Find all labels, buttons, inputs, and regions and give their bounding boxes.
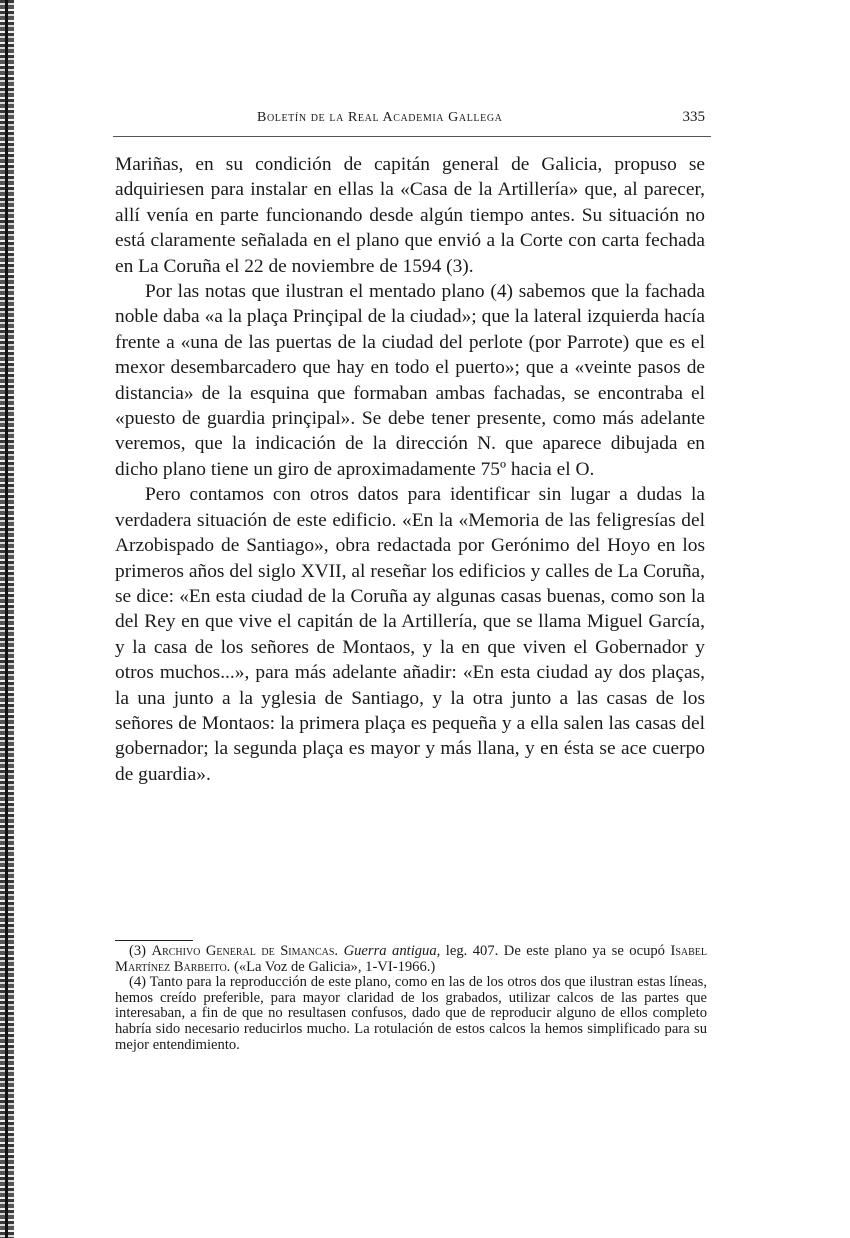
- footnote-text: leg. 407. De este plano ya se ocupó: [445, 943, 665, 959]
- footnote-rule: [115, 940, 193, 941]
- footnote-person: Isabel Martínez Barbeito.: [115, 943, 707, 975]
- page-number: 335: [682, 109, 705, 125]
- footnotes: [115, 944, 707, 1053]
- binding-edge: [0, 0, 14, 1238]
- paragraph-1: Mariñas, en su condición de capitán general de Galicia, propuso se adquiriesen para instalar en ellas la «Casa de la Artillería» que, al parecer, allí venía en parte funcionando desde algún tiempo antes. Su situación no está claramente señalada en el plano que envió a la Corte con carta fechada en La Coruña el 22 de noviembre de 1594 (3).: [115, 154, 705, 277]
- footnote-4: [115, 975, 707, 1053]
- paragraph-2: Por las notas que ilustran el mentado plano (4) sabemos que la fachada noble daba «a la plaça Prinçipal de la ciudad»; que la lateral izquierda hacía frente a «una de las puertas de la ciudad del perlote (por Parrote) que es el mexor desembarcadero que hay en todo el puerto»; que a «veinte pasos de distancia» de la esquina que formaban ambas fachadas, se encontraba el «puesto de guardia prinçipal». Se debe tener presente, como más adelante veremos, que la indicación de la dirección N. que aparece dibujada en dicho plano tiene un giro de aproximadamente 75º hacia el O.: [115, 281, 705, 480]
- footnote-3: [115, 944, 707, 975]
- footnote-work: Guerra antigua,: [343, 943, 441, 959]
- body-text: [115, 152, 705, 787]
- footnote-archive: Archivo General de Simancas.: [151, 943, 339, 959]
- footnote-source: («La Voz de Galicia», 1-VI-1966.): [233, 958, 436, 975]
- paragraph-3: Pero contamos con otros datos para identificar sin lugar a dudas la verdadera situación de este edificio. «En la «Memoria de las feligresías del Arzobispado de Santiago», obra redactada por Gerónimo del Hoyo en los primeros años del siglo XVII, al reseñar los edificios y calles de La Coruña, se dice: «En esta ciudad de la Coruña ay algunas casas buenas, como son la del Rey en que vive el capitán de la Artillería, que se llama Miguel García, y la casa de los señores de Montaos, y la en que viven el Gobernador y otros muchos...», para más adelante añadir: «En esta ciudad ay dos plaças, la una junto a la yglesia de Santiago, y la otra junto a las casas de los señores de Montaos: la primera plaça es pequeña y a ella salen las casas del gobernador; la segunda plaça es mayor y más llana, y en ésta se ace cuerpo de guardia».: [115, 484, 705, 785]
- page-header: [113, 108, 711, 137]
- footnote-marker: (3): [129, 943, 147, 959]
- footnote-marker: (4): [129, 974, 147, 991]
- footnote-text: Tanto para la reproducción de este plano, como en las de los otros dos que ilustran estas líneas, hemos creído preferible, para mayor claridad de los grabados, utilizar calcos de las partes que interesaban, a fin de que no resultasen confusos, dado que de reproducir alguno de ellos completo habría sido necesario reducirlos mucho. La rotulación de estos calcos la hemos simplificado para su mejor entendimiento.: [115, 974, 707, 1053]
- running-head: Boletín de la Real Academia Gallega: [257, 110, 503, 125]
